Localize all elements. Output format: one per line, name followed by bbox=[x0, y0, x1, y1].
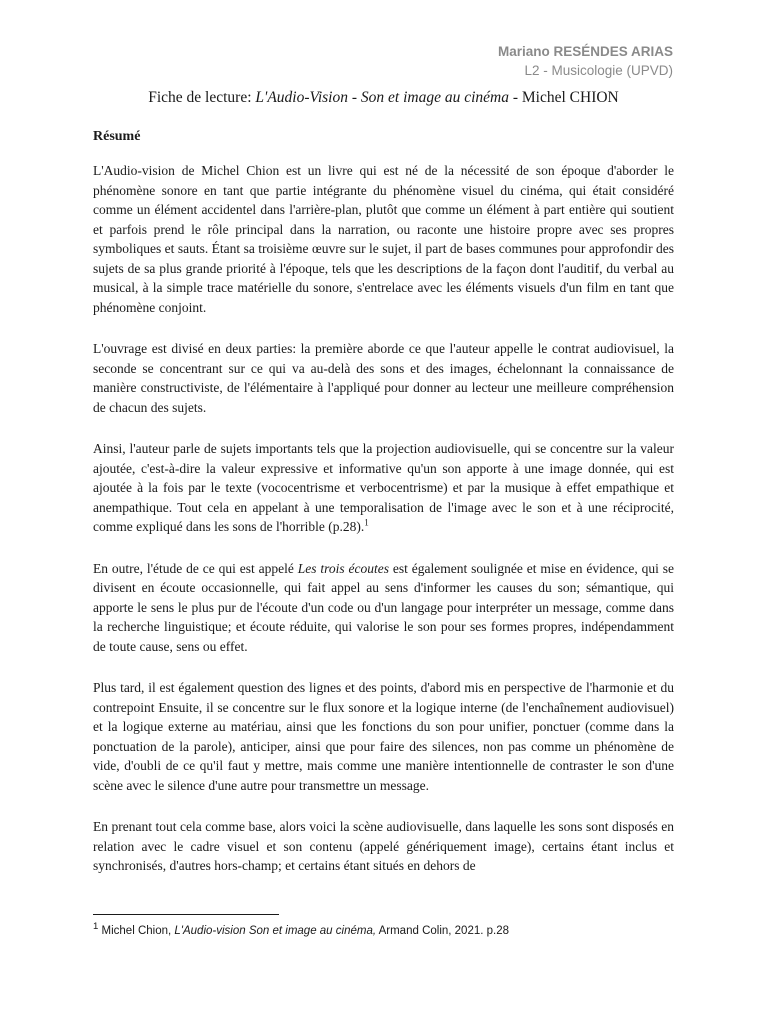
document-title bbox=[93, 88, 674, 108]
footnote-author: Michel Chion, bbox=[98, 924, 175, 937]
paragraph-4 bbox=[93, 559, 674, 657]
paragraph-4-emphasis: Les trois écoutes bbox=[297, 560, 390, 576]
footnote-divider bbox=[93, 914, 279, 915]
paragraph-4-after: est également soulignée et mise en évidence, qui se divisent en écoute occasionnelle, qui fait appel au sens d'informer les causes du son; sémantique, qui apporte le sens le plus pur de l'écoute d'un code ou d'un langage pour interpréter un message, comme dans la recherche linguistique; et écoute réduite, qui valorise le son pour ses formes propres, indépendamment de toute cause, sens ou effet. bbox=[93, 560, 675, 654]
author-name: Mariano RESÉNDES ARIAS bbox=[497, 44, 673, 59]
footnote-reference[interactable]: 1 bbox=[364, 517, 369, 528]
paragraph-6: En prenant tout cela comme base, alors voici la scène audiovisuelle, dans laquelle les sons sont disposés en relation avec le cadre visuel et son contenu (appelé génériquement image), certains étant inclus et synchronisés, d'autres hors-champ; et certains étant situés en dehors de bbox=[93, 819, 674, 873]
footnote-rest: Armand Colin, 2021. p.28 bbox=[376, 924, 510, 937]
document-body bbox=[93, 161, 674, 898]
title-prefix: Fiche de lecture: bbox=[148, 89, 256, 106]
title-book: L'Audio-Vision - Son et image au cinéma bbox=[255, 89, 509, 106]
title-suffix: - Michel CHION bbox=[508, 89, 619, 106]
section-heading: Résumé bbox=[93, 129, 141, 144]
paragraph-5: Plus tard, il est également question des lignes et des points, d'abord mis en perspective de l'harmonie et du contrepoint Ensuite, il se concentre sur le flux sonore et la logique interne (de l'enchaînement audiovisuel) et la logique externe au matériau, ainsi que les fonctions du son pour unifier, ponctuer (comme dans la ponctuation de la parole), anticiper, ainsi que pour faire des silences, non pas comme un phénomène de vide, d'oubli de ce qu'il faut y mettre, mais comme une manière intentionnelle de contraster le son d'une scène avec le silence d'une autre pour transmettre un message. bbox=[93, 680, 674, 793]
paragraph-3 bbox=[93, 439, 674, 537]
footnote bbox=[93, 919, 674, 939]
course-label: L2 - Musicologie (UPVD) bbox=[524, 63, 673, 78]
paragraph-4-before: En outre, l'étude de ce qui est appelé bbox=[93, 560, 298, 576]
footnote-book: L'Audio-vision Son et image au cinéma, bbox=[174, 924, 377, 937]
paragraph-1: L'Audio-vision de Michel Chion est un livre qui est né de la nécessité de son époque d'aborder le phénomène sonore en tant que partie intégrante du phénomène visuel du cinéma, qui était considéré comme un élément accidentel dans l'arrière-plan, plutôt que comme un élément à part entière qui soutient et parfois prend le rôle principal dans la narration, ou raconte une histoire propre avec ses propres symboliques et sauts. Étant sa troisième œuvre sur le sujet, il part de bases communes pour approfondir des sujets de sa plus grande priorité à l'époque, tels que les descriptions de la façon dont l'auditif, du verbal au musical, à la simple trace matérielle du sonore, s'entrelace avec les éléments visuels d'un film en tant que phénomène conjoint. bbox=[93, 163, 674, 315]
footnote-number: 1 bbox=[93, 921, 99, 932]
page-header bbox=[498, 42, 673, 80]
paragraph-3-text: Ainsi, l'auteur parle de sujets importants tels que la projection audiovisuelle, qui se concentre sur la valeur ajoutée, c'est-à-dire la valeur expressive et informative qu'un son apporte à une image donnée, qui est ajoutée à la fois par le texte (vococentrisme et verbocentrisme) et par la musique à effet empathique et anempathique. Tout cela en appelant à une temporalisation de l'image avec le son et à une réciprocité, comme expliqué dans les sons de l'horrible (p.28). bbox=[93, 441, 674, 534]
paragraph-2: L'ouvrage est divisé en deux parties: la première aborde ce que l'auteur appelle le contrat audiovisuel, la seconde se concentrant sur ce qui va au-delà des sons et des images, échelonnant la connaissance de manière constructiviste, de l'élémentaire à l'appliqué pour donner au lecteur une meilleure compréhension de chacun des sujets. bbox=[93, 341, 674, 415]
